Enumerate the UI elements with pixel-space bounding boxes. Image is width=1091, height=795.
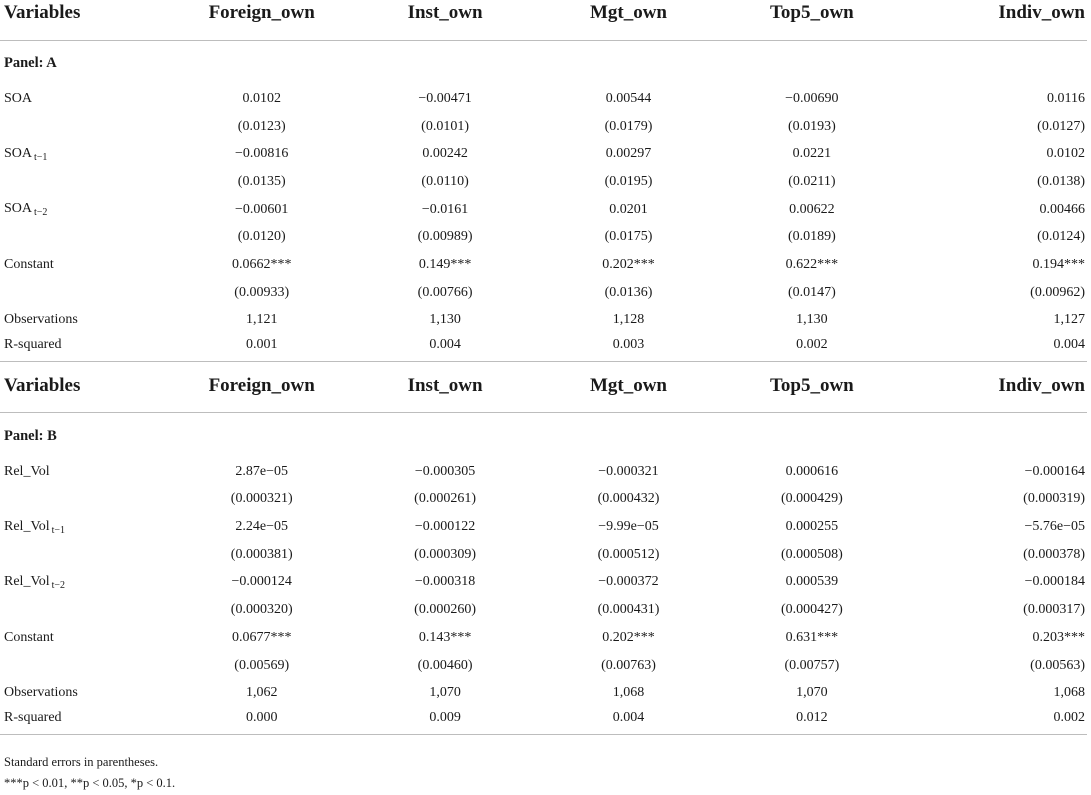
table-cell: (0.000512) (597, 546, 660, 562)
row-label (0, 334, 170, 362)
header-row-panel-a (0, 0, 1087, 40)
table-cell: (0.00766) (417, 284, 473, 300)
table-cell: 0.00544 (605, 90, 652, 106)
table-cell: 1,070 (429, 685, 461, 701)
panel-b-body (0, 458, 1087, 735)
table-cell: −9.99e−05 (598, 519, 659, 535)
table-row (0, 596, 1087, 624)
row-label-subscript: t−1 (34, 151, 48, 163)
table-cell: −5.76e−05 (1024, 519, 1085, 535)
table-cell: 0.002 (796, 336, 828, 352)
table-cell: 1,062 (245, 685, 278, 701)
table-cell: 0.004 (429, 336, 461, 352)
table-cell: −0.00471 (418, 90, 472, 106)
table-notes (4, 752, 175, 794)
notes-p3: *p < 0.1. (130, 776, 176, 790)
table-cell: 0.00622 (789, 201, 835, 217)
table-cell: (0.0138) (1037, 173, 1085, 189)
column-header: Inst_own (353, 0, 536, 40)
table-row (0, 707, 1087, 735)
table-cell: −0.000122 (414, 519, 476, 535)
column-header: Indiv_own (904, 362, 1087, 413)
table-row (0, 223, 1087, 251)
table-cell: (0.0147) (787, 284, 836, 300)
table-row (0, 251, 1087, 279)
table-cell: (0.00763) (601, 657, 656, 673)
table-cell: (0.000260) (414, 602, 476, 618)
row-label-text: R-squared (4, 336, 62, 352)
column-header: Top5_own (720, 0, 903, 40)
table-cell: (0.0211) (788, 173, 836, 189)
table-row (0, 334, 1087, 362)
table-cell: (0.0123) (237, 118, 286, 134)
row-label (0, 196, 170, 224)
table-cell: −0.000318 (414, 574, 476, 590)
table-cell: 0.004 (1053, 336, 1085, 352)
table-cell: 0.202*** (602, 629, 655, 645)
notes-p1: ***p < 0.01 (4, 776, 65, 790)
table-cell: −0.000372 (598, 574, 659, 590)
column-header: Top5_own (720, 362, 903, 413)
table-row (0, 140, 1087, 168)
column-header: Mgt_own (537, 362, 720, 413)
table-cell: (0.0135) (237, 173, 286, 189)
table-cell: (0.000431) (597, 602, 660, 618)
table-row (0, 513, 1087, 541)
column-header: Foreign_own (170, 0, 353, 40)
table-cell: 0.001 (245, 336, 278, 352)
table-cell: −0.00816 (234, 146, 289, 162)
row-label-text: SOA (4, 201, 33, 217)
table-cell: 0.203*** (1032, 629, 1085, 645)
table-cell: 0.00242 (422, 146, 468, 162)
table-cell: (0.0124) (1037, 229, 1085, 245)
table-cell: (0.0193) (787, 118, 836, 134)
table-cell: 0.00297 (605, 146, 652, 162)
table-cell: 0.143*** (418, 629, 472, 645)
row-label (0, 85, 170, 113)
table-cell: 0.0221 (792, 146, 832, 162)
table-cell: 1,130 (796, 312, 828, 328)
row-label (0, 486, 170, 514)
table-cell: 0.0116 (1047, 90, 1085, 106)
table-cell: 0.622*** (785, 256, 839, 272)
table-cell: 0.0662*** (231, 256, 292, 272)
table-cell: 0.0102 (1046, 146, 1085, 162)
table-cell: (0.00569) (234, 657, 290, 673)
table-cell: (0.000508) (780, 546, 843, 562)
row-label (0, 307, 170, 335)
table-cell: (0.00933) (234, 284, 290, 300)
panel-a-label: Panel: A (4, 55, 57, 72)
table-cell: 0.0677*** (231, 629, 292, 645)
table-cell: (0.000321) (230, 491, 293, 507)
table-cell: −0.000321 (598, 463, 659, 479)
table-cell: 0.631*** (785, 629, 839, 645)
column-header: Foreign_own (170, 362, 353, 413)
table-cell: −0.00601 (234, 201, 289, 217)
column-header: Inst_own (353, 362, 536, 413)
row-label-text: SOA (4, 90, 33, 106)
row-label (0, 652, 170, 680)
table-cell: (0.0136) (604, 284, 653, 300)
table-cell: (0.00757) (784, 657, 840, 673)
table-cell: −0.000164 (1024, 463, 1085, 479)
table-row (0, 458, 1087, 486)
panel-label-row (0, 40, 1087, 85)
row-label (0, 458, 170, 486)
table-cell: 0.009 (353, 707, 536, 735)
table-cell: 0.00466 (1039, 201, 1085, 217)
table-cell: (0.000427) (780, 602, 843, 618)
table-cell: 1,127 (1053, 312, 1085, 328)
table-cell: 1,068 (1053, 685, 1085, 701)
row-label-text: Constant (4, 629, 54, 645)
column-header: Mgt_own (537, 0, 720, 40)
table-cell: (0.00563) (1030, 657, 1085, 673)
table-cell: (0.0127) (1037, 118, 1085, 134)
table-cell: (0.0195) (604, 173, 653, 189)
table-row (0, 113, 1087, 141)
table-cell: (0.00460) (417, 657, 473, 673)
row-label-text: Rel_Vol (4, 463, 50, 479)
table-cell: 0.0102 (242, 90, 281, 106)
notes-significance: ***p < 0.01, **p < 0.05, *p < 0.1. (4, 776, 176, 790)
row-label (0, 113, 170, 141)
row-label (0, 513, 170, 541)
table-cell: −0.000305 (414, 463, 476, 479)
notes-standard-errors: Standard errors in parentheses. (4, 755, 159, 769)
table-cell: 0.000 (170, 707, 353, 735)
row-label-text: R-squared (4, 709, 62, 725)
row-label (0, 707, 170, 735)
row-label (0, 168, 170, 196)
table-cell: 0.003 (612, 336, 645, 352)
table-cell: −0.0161 (421, 201, 469, 217)
row-label (0, 279, 170, 307)
table-cell: (0.0101) (421, 118, 469, 134)
row-label-text: Observations (4, 312, 78, 328)
table-cell: 0.0201 (609, 201, 648, 217)
table-row (0, 85, 1087, 113)
table-cell: −0.00690 (785, 90, 839, 106)
table-cell: (0.0179) (604, 118, 653, 134)
table-cell: 0.004 (537, 707, 720, 735)
table-cell: (0.0175) (604, 229, 653, 245)
table-cell: (0.0110) (421, 173, 469, 189)
table-row (0, 279, 1087, 307)
row-label (0, 223, 170, 251)
row-label (0, 624, 170, 652)
row-label-text: Rel_Vol (4, 573, 50, 589)
row-label (0, 679, 170, 707)
table-cell: 1,130 (429, 312, 461, 328)
row-label (0, 596, 170, 624)
table-cell: (0.000432) (597, 491, 660, 507)
row-label (0, 569, 170, 597)
row-label-text: Observations (4, 685, 78, 701)
table-cell: (0.000309) (414, 546, 476, 562)
table-row (0, 307, 1087, 335)
row-label (0, 541, 170, 569)
table-cell: (0.000317) (1023, 602, 1085, 618)
table-cell: 0.194*** (1032, 256, 1085, 272)
column-header: Variables (0, 0, 170, 40)
table-cell: 0.149*** (418, 256, 472, 272)
panel-label-row (0, 413, 1087, 458)
table-row (0, 624, 1087, 652)
table-cell: (0.000381) (230, 546, 293, 562)
header-row-panel-b (0, 362, 1087, 413)
table-row (0, 196, 1087, 224)
table-cell: 0.000616 (785, 463, 839, 479)
row-label (0, 140, 170, 168)
table-cell: (0.000261) (414, 491, 476, 507)
table-cell: (0.000429) (780, 491, 843, 507)
table-row (0, 541, 1087, 569)
table-cell: 2.24e−05 (235, 519, 288, 535)
table-cell: −0.000184 (1024, 574, 1085, 590)
table-row (0, 652, 1087, 680)
table-row (0, 679, 1087, 707)
table-cell: (0.0120) (237, 229, 286, 245)
table-cell: (0.00989) (417, 229, 473, 245)
table-cell: −0.000124 (231, 574, 292, 590)
row-label-text: Constant (4, 256, 54, 272)
table-cell: 1,070 (796, 685, 828, 701)
table-cell: 0.002 (904, 707, 1087, 735)
table-cell: (0.000320) (230, 602, 293, 618)
row-label-subscript: t−2 (51, 579, 66, 591)
panel-a-body (0, 85, 1087, 362)
table-cell: 0.012 (720, 707, 903, 735)
table-cell: 2.87e−05 (235, 463, 288, 479)
row-label-text: SOA (4, 145, 33, 161)
table-cell: 1,068 (612, 685, 645, 701)
row-label (0, 251, 170, 279)
notes-p2: **p < 0.05 (70, 776, 125, 790)
table-cell: (0.000378) (1023, 546, 1085, 562)
table-cell: (0.00962) (1030, 284, 1085, 300)
table-cell: 1,121 (245, 312, 278, 328)
table-cell: 0.000255 (785, 519, 839, 535)
row-label-text: Rel_Vol (4, 518, 50, 534)
table-cell: (0.000319) (1023, 491, 1085, 507)
table-cell: 0.000539 (785, 574, 839, 590)
row-label-subscript: t−1 (51, 524, 66, 536)
table-cell: 0.202*** (602, 256, 655, 272)
table-row (0, 569, 1087, 597)
table-cell: (0.0189) (787, 229, 836, 245)
panel-b-label: Panel: B (4, 428, 57, 445)
table-row (0, 168, 1087, 196)
table-row (0, 486, 1087, 514)
column-header: Indiv_own (904, 0, 1087, 40)
table-cell: 1,128 (612, 312, 645, 328)
column-header: Variables (0, 362, 170, 413)
row-label-subscript: t−2 (34, 207, 48, 219)
